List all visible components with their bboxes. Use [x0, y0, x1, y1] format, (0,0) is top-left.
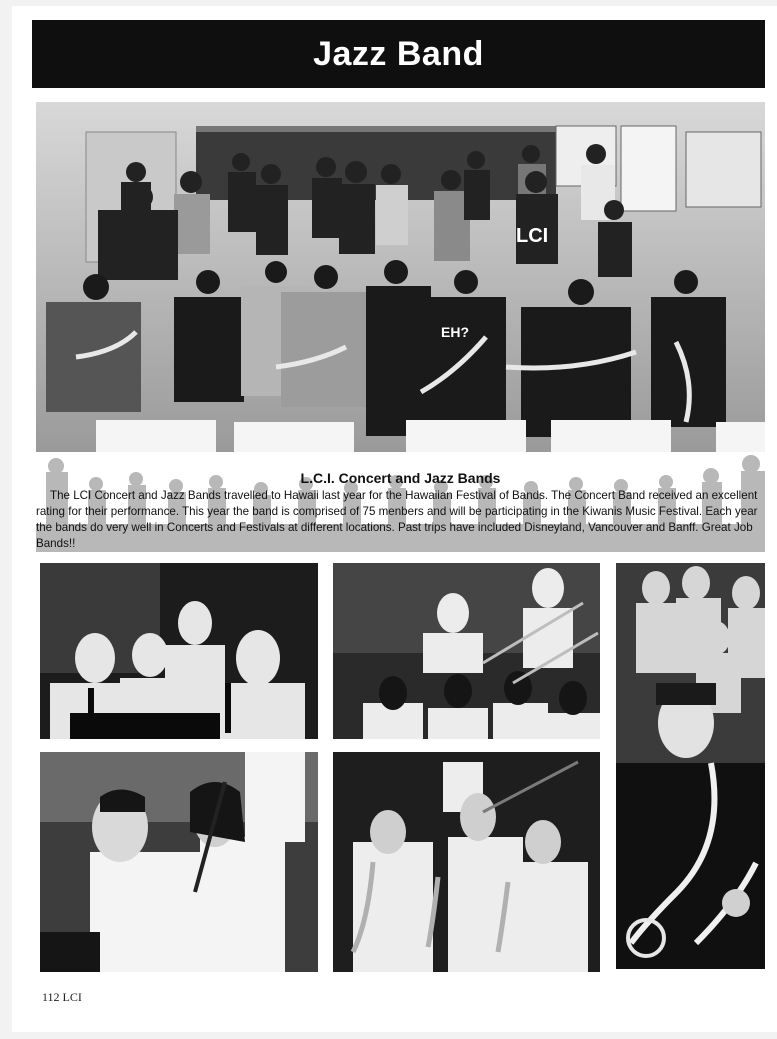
photo-sax-section [333, 752, 600, 972]
photo-band-playing-image [333, 563, 600, 739]
caption-title: L.C.I. Concert and Jazz Bands [300, 470, 501, 486]
group-photo [36, 102, 765, 452]
page-title: Jazz Band [313, 34, 484, 73]
photo-trumpet-player-image [40, 752, 318, 972]
caption-band [36, 454, 765, 552]
group-photo-image [36, 102, 765, 452]
eh-shirt-text: EH? [441, 324, 469, 340]
photo-saxophone-soloist [616, 563, 765, 969]
photo-clarinet-section [40, 563, 318, 739]
photo-clarinet-section-image [40, 563, 318, 739]
lci-shirt-text: LCI [516, 225, 549, 247]
photo-sax-section-image [333, 752, 600, 972]
photo-trumpet-player [40, 752, 318, 972]
header-bar [32, 20, 765, 88]
photo-band-playing [333, 563, 600, 739]
photo-saxophone-soloist-image [616, 563, 765, 969]
caption-body: The LCI Concert and Jazz Bands travelled to Hawaii last year for the Hawaiian Festival of Bands. The Concert Band received an excellent rating for their performance. This year the band is comprised of 75 menbers and will be participating in the Kiwanis Music Festival. Each year the bands do very well in Concerts and Festivals at different locations. Past trips have included Disneyland, Vancouver and Banff. Great Job Bands!! [36, 489, 758, 550]
page-folio: 112 LCI [42, 990, 82, 1004]
